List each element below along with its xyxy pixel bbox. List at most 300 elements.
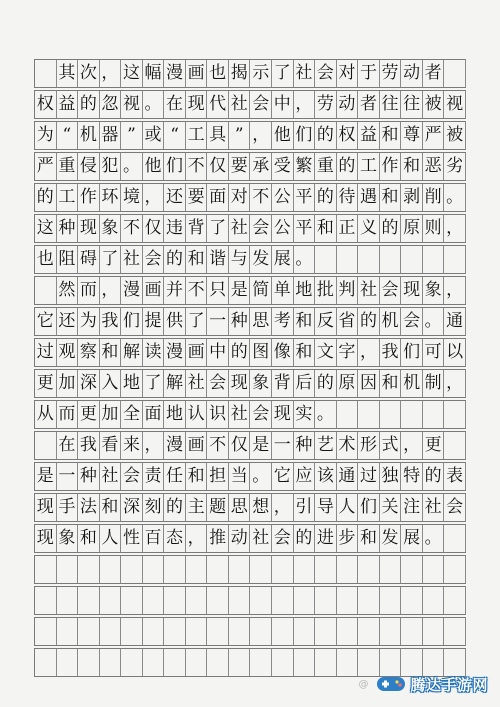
grid-cell: 简: [250, 277, 272, 304]
grid-cell: 现: [186, 91, 208, 118]
grid-cell: 漫: [164, 432, 186, 459]
grid-cell: 了: [143, 370, 165, 397]
grid-cell: ，: [186, 525, 208, 552]
grid-cell: 独: [380, 463, 402, 490]
grid-cell: 公: [272, 184, 294, 211]
grid-cell: 人: [337, 494, 359, 521]
grid-cell: 严: [423, 122, 445, 149]
grid-cell: 为: [78, 308, 100, 335]
grid-cell: 发: [250, 246, 272, 273]
grid-cell: [229, 556, 251, 583]
grid-cell: 平: [294, 184, 316, 211]
grid-cell: 会: [401, 308, 423, 335]
grid-cell: [100, 649, 122, 676]
grid-cell: 正: [337, 215, 359, 242]
grid-row: [34, 183, 466, 212]
grid-cell: 和: [380, 122, 402, 149]
grid-cell: ，: [100, 277, 122, 304]
grid-cell: 视: [444, 91, 466, 118]
grid-cell: [444, 246, 466, 273]
grid-row: [34, 431, 466, 460]
grid-cell: 仅: [229, 432, 251, 459]
grid-cell: [272, 587, 294, 614]
watermark-brand-text: 腾达手游网: [410, 675, 488, 694]
grid-cell: 还: [57, 308, 79, 335]
grid-cell: 现: [78, 215, 100, 242]
grid-cell: 公: [272, 215, 294, 242]
grid-cell: 了: [186, 308, 208, 335]
grid-cell: 会: [121, 463, 143, 490]
grid-cell: [186, 618, 208, 645]
grid-cell: 一: [207, 308, 229, 335]
grid-cell: 和: [186, 246, 208, 273]
grid-cell: [444, 649, 466, 676]
grid-cell: 权: [337, 122, 359, 149]
grid-cell: [401, 246, 423, 273]
grid-row: [34, 400, 466, 429]
grid-cell: 和: [294, 339, 316, 366]
grid-cell: 察: [78, 339, 100, 366]
grid-cell: 特: [401, 463, 423, 490]
grid-row: [34, 617, 466, 646]
grid-cell: 动: [337, 91, 359, 118]
grid-cell: [78, 618, 100, 645]
grid-cell: 供: [164, 308, 186, 335]
grid-cell: 的: [229, 339, 251, 366]
grid-cell: 社: [294, 60, 316, 87]
grid-cell: [423, 556, 445, 583]
grid-cell: 种: [78, 463, 100, 490]
grid-cell: 因: [358, 370, 380, 397]
watermark-small-text: @: [358, 678, 369, 690]
grid-cell: 视: [121, 91, 143, 118]
grid-cell: ，: [143, 184, 165, 211]
grid-cell: 的: [358, 308, 380, 335]
grid-cell: 注: [401, 494, 423, 521]
grid-cell: [423, 618, 445, 645]
grid-cell: [294, 587, 316, 614]
grid-cell: [401, 587, 423, 614]
grid-cell: [250, 649, 272, 676]
grid-cell: [423, 401, 445, 428]
grid-cell: 们: [358, 494, 380, 521]
grid-cell: [315, 618, 337, 645]
grid-cell: 会: [250, 401, 272, 428]
grid-cell: 通: [444, 308, 466, 335]
grid-cell: [121, 556, 143, 583]
grid-cell: 展: [401, 525, 423, 552]
grid-cell: [444, 587, 466, 614]
grid-cell: 这: [121, 60, 143, 87]
grid-cell: 。: [250, 463, 272, 490]
grid-cell: 者: [358, 91, 380, 118]
grid-row: [34, 369, 466, 398]
grid-cell: 担: [207, 463, 229, 490]
grid-cell: 图: [250, 339, 272, 366]
grid-cell: 了: [207, 215, 229, 242]
grid-cell: 不: [121, 215, 143, 242]
grid-cell: 手: [57, 494, 79, 521]
grid-cell: [294, 556, 316, 583]
grid-cell: 认: [186, 401, 208, 428]
grid-cell: 示: [250, 60, 272, 87]
grid-cell: [401, 618, 423, 645]
grid-cell: 会: [380, 277, 402, 304]
grid-cell: 或: [143, 122, 165, 149]
grid-cell: [229, 618, 251, 645]
grid-cell: 象: [100, 215, 122, 242]
grid-cell: 往: [380, 91, 402, 118]
grid-cell: [358, 401, 380, 428]
grid-cell: 的: [294, 525, 316, 552]
grid-cell: 社: [229, 215, 251, 242]
grid-cell: 地: [164, 401, 186, 428]
grid-cell: ，: [294, 91, 316, 118]
grid-cell: 过: [358, 463, 380, 490]
grid-row: [34, 462, 466, 491]
grid-cell: 要: [229, 153, 251, 180]
grid-cell: [35, 556, 57, 583]
grid-cell: 环: [100, 184, 122, 211]
grid-cell: 漫: [121, 277, 143, 304]
grid-cell: ”: [121, 122, 143, 149]
grid-cell: 深: [78, 370, 100, 397]
grid-cell: 义: [358, 215, 380, 242]
grid-cell: [337, 401, 359, 428]
grid-cell: 和: [294, 308, 316, 335]
grid-cell: [315, 649, 337, 676]
grid-cell: 机: [380, 308, 402, 335]
grid-cell: 和: [100, 339, 122, 366]
grid-cell: 展: [272, 246, 294, 273]
grid-cell: 一: [57, 463, 79, 490]
grid-cell: 原: [337, 370, 359, 397]
grid-cell: [100, 556, 122, 583]
grid-cell: 思: [229, 494, 251, 521]
grid-cell: 主: [186, 494, 208, 521]
grid-cell: 尊: [401, 122, 423, 149]
gamepad-logo-icon: [376, 673, 406, 695]
grid-cell: 现: [229, 370, 251, 397]
grid-cell: 文: [315, 339, 337, 366]
grid-cell: [358, 587, 380, 614]
grid-cell: 的: [35, 184, 57, 211]
grid-cell: 制: [423, 370, 445, 397]
grid-cell: 碍: [78, 246, 100, 273]
grid-row: [34, 524, 466, 553]
grid-row: [34, 586, 466, 615]
grid-cell: [401, 649, 423, 676]
grid-cell: 待: [337, 184, 359, 211]
grid-cell: [35, 60, 57, 87]
grid-cell: [358, 649, 380, 676]
grid-cell: 中: [272, 91, 294, 118]
grid-cell: 该: [315, 463, 337, 490]
grid-cell: 不: [250, 184, 272, 211]
grid-cell: 是: [35, 463, 57, 490]
grid-cell: 社: [100, 463, 122, 490]
grid-cell: 他: [143, 153, 165, 180]
grid-cell: 画: [186, 60, 208, 87]
site-watermark: [358, 673, 488, 695]
grid-cell: 漫: [164, 339, 186, 366]
grid-cell: 然: [57, 277, 79, 304]
grid-cell: 幅: [143, 60, 165, 87]
grid-cell: 我: [380, 339, 402, 366]
grid-cell: 权: [35, 91, 57, 118]
grid-cell: 益: [57, 91, 79, 118]
grid-cell: [35, 587, 57, 614]
grid-cell: 作: [380, 153, 402, 180]
grid-cell: 们: [121, 308, 143, 335]
grid-cell: ，: [100, 60, 122, 87]
grid-cell: [78, 649, 100, 676]
grid-cell: [57, 618, 79, 645]
grid-cell: 不: [186, 277, 208, 304]
grid-cell: 任: [164, 463, 186, 490]
grid-cell: [121, 649, 143, 676]
grid-row: [34, 307, 466, 336]
grid-cell: 们: [294, 122, 316, 149]
grid-cell: [250, 587, 272, 614]
grid-cell: 推: [207, 525, 229, 552]
grid-cell: [35, 432, 57, 459]
grid-cell: 了: [272, 60, 294, 87]
grid-cell: ，: [272, 494, 294, 521]
grid-cell: 术: [337, 432, 359, 459]
grid-cell: 被: [423, 91, 445, 118]
grid-cell: [444, 60, 466, 87]
grid-cell: [272, 556, 294, 583]
grid-cell: 从: [35, 401, 57, 428]
grid-cell: 应: [294, 463, 316, 490]
grid-cell: 过: [35, 339, 57, 366]
grid-cell: [380, 618, 402, 645]
grid-cell: 。: [294, 246, 316, 273]
grid-cell: 入: [100, 370, 122, 397]
grid-cell: 关: [380, 494, 402, 521]
grid-cell: [337, 246, 359, 273]
grid-cell: ”: [229, 122, 251, 149]
grid-cell: 社: [229, 401, 251, 428]
grid-cell: 地: [294, 277, 316, 304]
grid-cell: 的: [315, 122, 337, 149]
grid-cell: 更: [423, 432, 445, 459]
grid-cell: 被: [444, 122, 466, 149]
grid-cell: [294, 618, 316, 645]
grid-cell: 是: [229, 277, 251, 304]
grid-cell: 责: [143, 463, 165, 490]
grid-cell: 益: [358, 122, 380, 149]
grid-cell: 也: [35, 246, 57, 273]
grid-cell: 艺: [315, 432, 337, 459]
grid-cell: [380, 587, 402, 614]
grid-cell: [423, 649, 445, 676]
grid-cell: 它: [272, 463, 294, 490]
grid-cell: 忽: [100, 91, 122, 118]
grid-cell: 现: [35, 494, 57, 521]
grid-cell: 了: [100, 246, 122, 273]
grid-cell: 象: [250, 370, 272, 397]
grid-row: [34, 245, 466, 274]
grid-cell: [337, 587, 359, 614]
grid-cell: ，: [444, 215, 466, 242]
grid-cell: 严: [35, 153, 57, 180]
grid-cell: 会: [272, 525, 294, 552]
grid-cell: 则: [423, 215, 445, 242]
grid-cell: [100, 618, 122, 645]
grid-cell: 实: [294, 401, 316, 428]
grid-cell: 。: [444, 184, 466, 211]
grid-cell: 我: [100, 308, 122, 335]
grid-cell: 种: [229, 308, 251, 335]
grid-cell: 社: [121, 246, 143, 273]
grid-cell: [35, 618, 57, 645]
grid-cell: 动: [401, 60, 423, 87]
grid-cell: 器: [100, 122, 122, 149]
grid-cell: [164, 587, 186, 614]
grid-row: [34, 90, 466, 119]
grid-cell: 机: [401, 370, 423, 397]
grid-cell: 式: [380, 432, 402, 459]
grid-cell: 的: [164, 246, 186, 273]
grid-row: [34, 276, 466, 305]
grid-cell: 解: [164, 370, 186, 397]
grid-row: [34, 555, 466, 584]
grid-cell: [423, 246, 445, 273]
grid-cell: 表: [444, 463, 466, 490]
grid-cell: [207, 618, 229, 645]
grid-cell: 。: [423, 308, 445, 335]
grid-cell: 对: [229, 184, 251, 211]
grid-cell: 形: [358, 432, 380, 459]
grid-cell: 的: [423, 463, 445, 490]
grid-cell: 象: [57, 525, 79, 552]
grid-cell: 次: [78, 60, 100, 87]
grid-cell: [164, 618, 186, 645]
grid-cell: 劣: [444, 153, 466, 180]
grid-cell: 机: [78, 122, 100, 149]
grid-cell: 剥: [401, 184, 423, 211]
grid-cell: 在: [57, 432, 79, 459]
grid-cell: 代: [207, 91, 229, 118]
grid-cell: [35, 277, 57, 304]
grid-cell: 会: [250, 215, 272, 242]
grid-cell: [143, 649, 165, 676]
grid-cell: 还: [164, 184, 186, 211]
grid-cell: [294, 649, 316, 676]
grid-cell: [57, 556, 79, 583]
grid-cell: 当: [229, 463, 251, 490]
grid-cell: 和: [380, 370, 402, 397]
grid-cell: 和: [315, 215, 337, 242]
grid-cell: 可: [423, 339, 445, 366]
grid-cell: 百: [143, 525, 165, 552]
grid-cell: 想: [250, 494, 272, 521]
grid-cell: 劳: [380, 60, 402, 87]
grid-cell: 为: [35, 122, 57, 149]
grid-cell: [229, 649, 251, 676]
grid-cell: [444, 556, 466, 583]
grid-cell: 。: [143, 91, 165, 118]
grid-cell: 其: [57, 60, 79, 87]
grid-cell: 动: [229, 525, 251, 552]
grid-cell: 仅: [143, 215, 165, 242]
grid-cell: 更: [35, 370, 57, 397]
grid-cell: 和: [380, 184, 402, 211]
grid-cell: 这: [35, 215, 57, 242]
grid-cell: 种: [294, 432, 316, 459]
grid-cell: 重: [57, 153, 79, 180]
grid-cell: [143, 587, 165, 614]
grid-cell: 作: [78, 184, 100, 211]
grid-cell: [35, 649, 57, 676]
grid-row: [34, 152, 466, 181]
grid-cell: 不: [207, 432, 229, 459]
grid-cell: 。: [423, 525, 445, 552]
grid-cell: 读: [143, 339, 165, 366]
grid-cell: 中: [207, 339, 229, 366]
grid-cell: “: [164, 122, 186, 149]
grid-cell: [315, 556, 337, 583]
grid-cell: 只: [207, 277, 229, 304]
grid-cell: [401, 401, 423, 428]
grid-cell: 会: [250, 91, 272, 118]
grid-cell: ，: [358, 339, 380, 366]
grid-cell: 法: [78, 494, 100, 521]
manuscript-grid: [34, 59, 466, 679]
grid-cell: 的: [380, 215, 402, 242]
grid-cell: [358, 246, 380, 273]
grid-cell: [358, 556, 380, 583]
grid-cell: 的: [337, 153, 359, 180]
grid-cell: 遇: [358, 184, 380, 211]
grid-cell: 地: [121, 370, 143, 397]
grid-cell: 仅: [207, 153, 229, 180]
grid-cell: [380, 401, 402, 428]
grid-cell: [250, 618, 272, 645]
grid-cell: 面: [143, 401, 165, 428]
grid-cell: [444, 525, 466, 552]
grid-cell: 会: [444, 494, 466, 521]
grid-cell: 背: [272, 370, 294, 397]
grid-cell: 加: [57, 370, 79, 397]
grid-cell: 性: [121, 525, 143, 552]
grid-cell: “: [57, 122, 79, 149]
grid-cell: 而: [57, 401, 79, 428]
grid-cell: 会: [207, 370, 229, 397]
grid-cell: ，: [143, 432, 165, 459]
grid-cell: [164, 649, 186, 676]
grid-cell: 考: [272, 308, 294, 335]
grid-cell: [143, 618, 165, 645]
grid-cell: 和: [78, 525, 100, 552]
grid-cell: 来: [121, 432, 143, 459]
grid-cell: 也: [207, 60, 229, 87]
grid-cell: 单: [272, 277, 294, 304]
grid-cell: [121, 587, 143, 614]
grid-cell: 提: [143, 308, 165, 335]
grid-cell: 画: [143, 277, 165, 304]
grid-cell: 我: [78, 432, 100, 459]
grid-cell: 面: [207, 184, 229, 211]
grid-cell: 在: [164, 91, 186, 118]
grid-cell: 现: [401, 277, 423, 304]
grid-cell: [444, 618, 466, 645]
grid-cell: 漫: [164, 60, 186, 87]
grid-cell: 识: [207, 401, 229, 428]
grid-cell: 的: [78, 91, 100, 118]
